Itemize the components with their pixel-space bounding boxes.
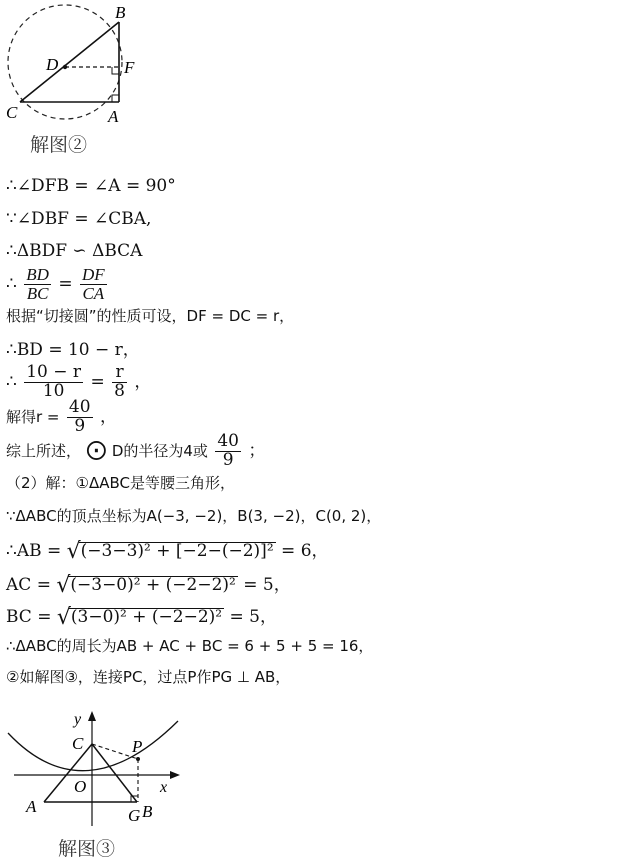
line-1: ∴∠DFB = ∠A = 90°	[6, 176, 176, 196]
label-C: C	[6, 103, 18, 122]
label-F: F	[124, 58, 135, 77]
line-4: ∴ $\frac{BD}{BC}$ = $\frac{DF}{CA}$	[6, 265, 105, 303]
line-11: ∵ΔABC的顶点坐标为A(−3, −2)，B(3, −2)，C(0, 2)，	[6, 507, 382, 525]
segment-CB	[20, 22, 119, 102]
label-P: P	[132, 737, 143, 756]
label-A: A	[26, 797, 37, 816]
right-angle-A	[112, 95, 119, 102]
line-15: ∴ΔABC的周长为AB + AC + BC = 6 + 5 + 5 = 16，	[6, 637, 374, 655]
line-8: 解得r = $\frac{40}{9}$ ，	[6, 397, 117, 436]
line-9: 综上所述， ⨀ D的半径为4或 $\frac{40}{9}$ ；	[6, 431, 266, 470]
line-6: ∴BD = 10 − r，	[6, 340, 140, 360]
label-x: x	[160, 779, 168, 796]
y-arrow-icon	[88, 711, 96, 721]
line-12: ∴AB = √(−3−3)² + [−2−(−2)]² = 6，	[6, 539, 329, 564]
label-C: C	[72, 734, 84, 753]
x-arrow-icon	[170, 771, 180, 779]
label-B: B	[142, 802, 153, 821]
label-B: B	[115, 3, 126, 22]
label-O: O	[74, 777, 87, 796]
label-A: A	[108, 107, 119, 126]
segment-CB	[92, 744, 137, 802]
line-7: ∴ $\frac{10 - r}{10}$ = $\frac{r}{8}$ ，	[6, 362, 152, 401]
circle-symbol-icon: ⨀	[86, 436, 107, 461]
line-13: AC = √(−3−0)² + (−2−2)² = 5，	[6, 573, 291, 598]
line-10: （2）解：①ΔABC是等腰三角形，	[6, 474, 236, 492]
line-2: ∵∠DBF = ∠CBA,	[6, 209, 152, 229]
line-16: ②如解图③，连接PC，过点P作PG ⊥ AB，	[6, 668, 291, 686]
line-3: ∴ΔBDF ∽ ΔBCA	[6, 241, 143, 261]
label-D: D	[46, 55, 59, 74]
figure-3-caption: 解图③	[58, 838, 116, 860]
line-14: BC = √(3−0)² + (−2−2)² = 5，	[6, 605, 277, 630]
line-5: 根据“切接圆”的性质可设，DF = DC = r，	[6, 307, 295, 325]
figure-2	[0, 0, 160, 130]
label-y: y	[74, 711, 82, 728]
figure-3	[0, 706, 200, 832]
figure-2-caption: 解图②	[30, 134, 88, 156]
right-angle-F	[112, 67, 119, 74]
label-G: G	[128, 806, 141, 825]
point-D	[63, 65, 67, 69]
point-P	[136, 757, 140, 761]
